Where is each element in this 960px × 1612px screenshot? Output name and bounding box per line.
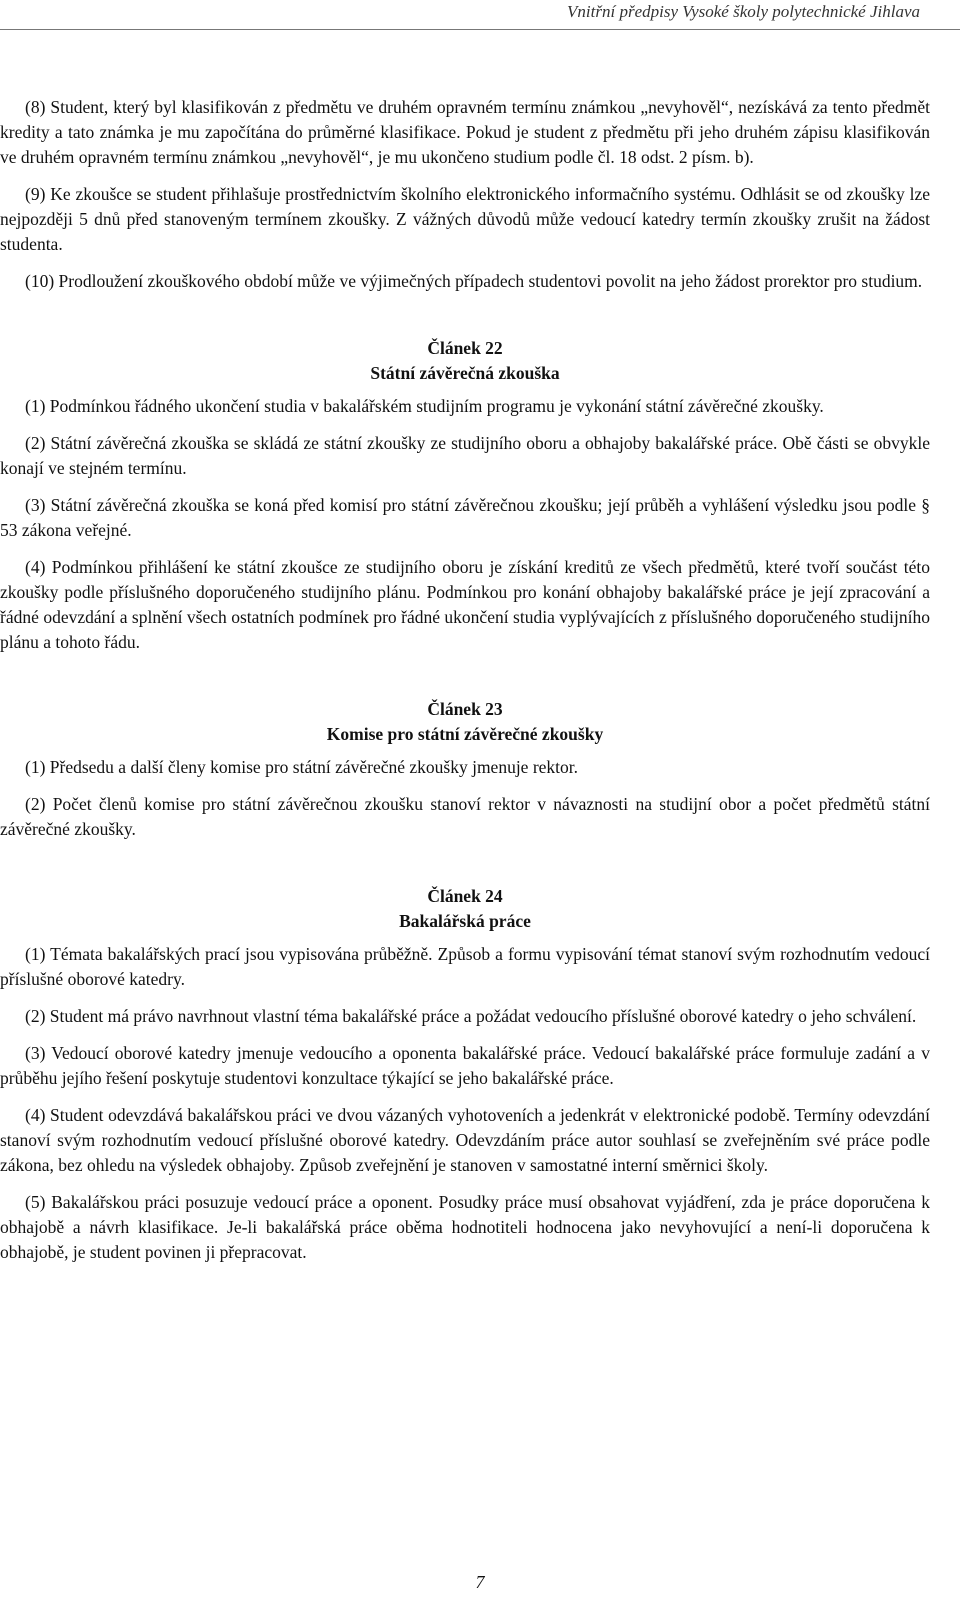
page-header xyxy=(0,2,960,26)
article-title: Státní závěrečná zkouška xyxy=(370,363,560,383)
header-divider xyxy=(0,29,960,30)
paragraph: (4) Podmínkou přihlášení ke státní zkoušce ze studijního oboru je získání kreditů ze všech předmětů, které tvoří součást této zkoušky podle příslušného doporučeného studijního plánu. Podmínkou pro konání obhajoby bakalářské práce je její zpracování a řádné odevzdání a splnění všech ostatních podmínek pro řádné ukončení studia vyplývajících z příslušného doporučeného studijního plánu a tohoto řádu. xyxy=(0,557,930,652)
article-number: Článek 23 xyxy=(427,699,503,719)
paragraph: (8) Student, který byl klasifikován z předmětu ve druhém opravném termínu známkou „nevyhověl“, nezískává za tento předmět kredity a tato známka je mu započítána do průměrné klasifikace. Pokud je student z předmětu při jeho druhém zápisu klasifikován ve druhém opravném termínu známkou „nevyhověl“, je mu ukončeno studium podle čl. 18 odst. 2 písm. b). xyxy=(0,97,930,167)
paragraph: (9) Ke zkoušce se student přihlašuje prostřednictvím školního elektronického informačního systému. Odhlásit se od zkoušky lze nejpozději 5 dnů před stanoveným termínem zkoušky. Z vážných důvodů může vedoucí katedry termín zkoušky zrušit na žádost studenta. xyxy=(0,184,930,254)
paragraph: (2) Počet členů komise pro státní závěrečnou zkoušku stanoví rektor v návaznosti na studijní obor a počet předmětů státní závěrečné zkoušky. xyxy=(0,794,930,839)
paragraph: (3) Státní závěrečná zkouška se koná před komisí pro státní závěrečnou zkoušku; její průběh a vyhlášení výsledku jsou podle § 53 zákona veřejné. xyxy=(0,495,930,540)
paragraph: (5) Bakalářskou práci posuzuje vedoucí práce a oponent. Posudky práce musí obsahovat vyjádření, zda je práce doporučena k obhajobě a návrh klasifikace. Je-li bakalářská práce oběma hodnotiteli hodnocena jako nevyhovující a není-li doporučena k obhajobě, je student povinen ji přepracovat. xyxy=(0,1192,930,1262)
document-body xyxy=(0,95,930,1277)
paragraph: (2) Student má právo navrhnout vlastní téma bakalářské práce a požádat vedoucího příslušné oborové katedry o jeho schválení. xyxy=(25,1006,917,1026)
page-number: 7 xyxy=(475,1572,485,1592)
article-number: Článek 22 xyxy=(427,338,503,358)
paragraph: (2) Státní závěrečná zkouška se skládá ze státní zkoušky ze studijního oboru a obhajoby bakalářské práce. Obě části se obvykle konají ve stejném termínu. xyxy=(0,433,930,478)
article-title: Komise pro státní závěrečné zkoušky xyxy=(326,724,604,744)
paragraph: (1) Podmínkou řádného ukončení studia v bakalářském studijním programu je vykonání státní závěrečné zkoušky. xyxy=(25,396,824,416)
document-title: Vnitřní předpisy Vysoké školy polytechnické Jihlava xyxy=(567,2,920,21)
paragraph: (3) Vedoucí oborové katedry jmenuje vedoucího a oponenta bakalářské práce. Vedoucí bakalářské práce formuluje zadání a v průběhu jejího řešení poskytuje studentovi konzultace týkající se jeho bakalářské práce. xyxy=(0,1043,930,1088)
paragraph: (1) Témata bakalářských prací jsou vypisována průběžně. Způsob a formu vypisování témat stanoví svým rozhodnutím vedoucí příslušné oborové katedry. xyxy=(0,944,930,989)
paragraph: (10) Prodloužení zkouškového období může ve výjimečných případech studentovi povolit na jeho žádost prorektor pro studium. xyxy=(25,271,923,291)
article-number: Článek 24 xyxy=(427,886,503,906)
paragraph: (4) Student odevzdává bakalářskou práci ve dvou vázaných vyhotoveních a jedenkrát v elektronické podobě. Termíny odevzdání stanoví svým rozhodnutím vedoucí příslušné oborové katedry. Odevzdáním práce autor souhlasí se zveřejněním své práce podle zákona, bez ohledu na výsledek obhajoby. Způsob zveřejnění je stanoven v samostatné interní směrnici školy. xyxy=(0,1105,930,1175)
article-title: Bakalářská práce xyxy=(399,911,531,931)
paragraph: (1) Předsedu a další členy komise pro státní závěrečné zkoušky jmenuje rektor. xyxy=(25,757,579,777)
